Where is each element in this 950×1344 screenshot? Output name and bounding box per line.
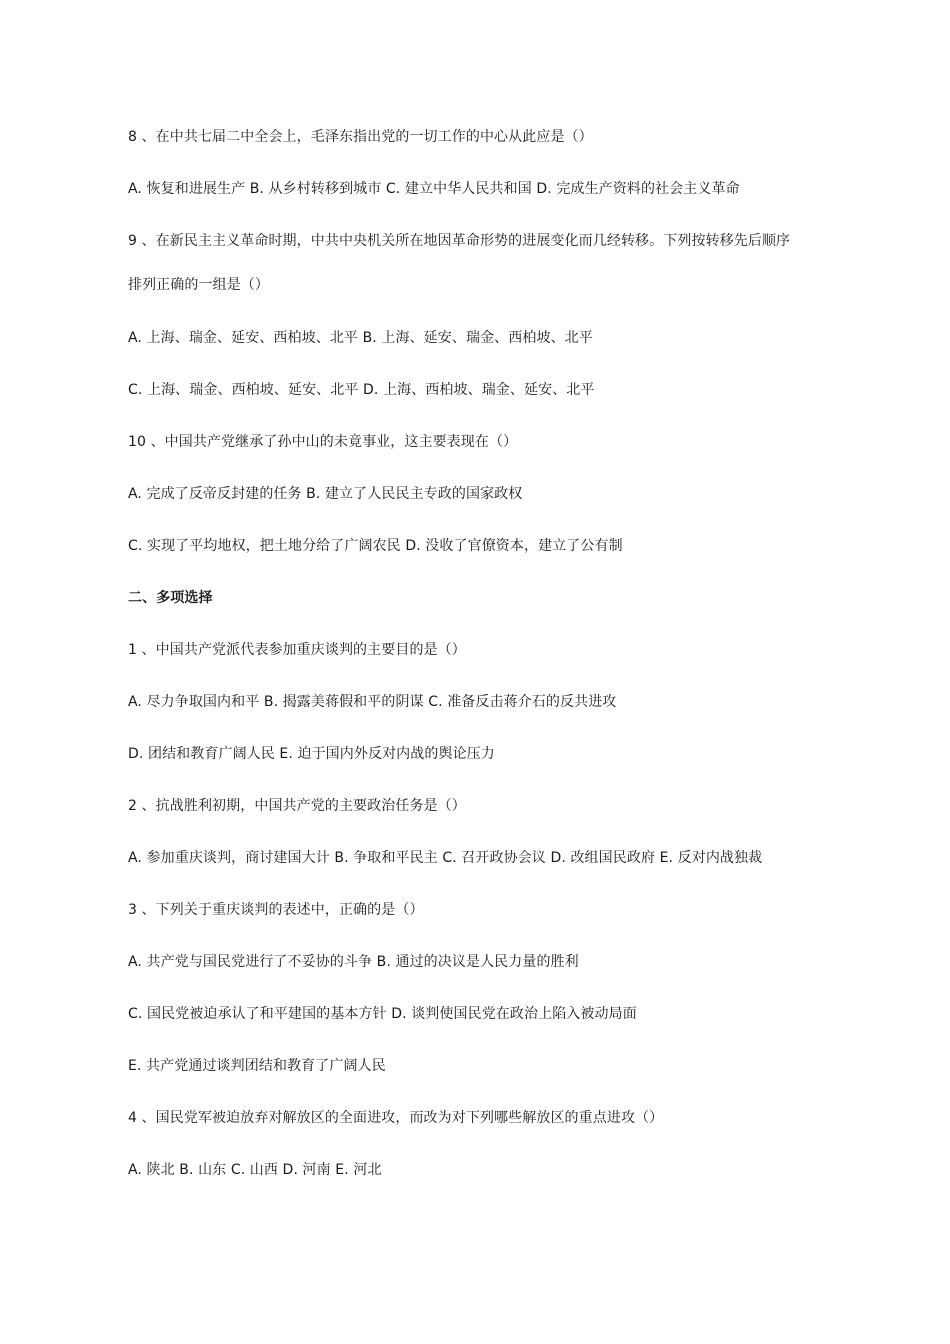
mc-question-3: 3 、下列关于重庆谈判的表述中，正确的是（） — [128, 902, 424, 918]
mc-question-3-options-cd: C. 国民党被迫承认了和平建国的基本方针 D. 谈判使国民党在政治上陷入被动局面 — [128, 1006, 637, 1022]
question-8-options: A. 恢复和进展生产 B. 从乡村转移到城市 C. 建立中华人民共和国 D. 完成生产资料的社会主义革命 — [128, 181, 740, 197]
mc-question-4-options: A. 陕北 B. 山东 C. 山西 D. 河南 E. 河北 — [128, 1162, 382, 1178]
mc-question-2-options: A. 参加重庆谈判，商讨建国大计 B. 争取和平民主 C. 召开政协会议 D. 改组国民政府 E. 反对内战独裁 — [128, 850, 763, 866]
mc-question-1-options-de: D. 团结和教育广阔人民 E. 迫于国内外反对内战的舆论压力 — [128, 746, 495, 762]
mc-question-1: 1 、中国共产党派代表参加重庆谈判的主要目的是（） — [128, 642, 466, 658]
question-9-options-cd: C. 上海、瑞金、西柏坡、延安、北平 D. 上海、西柏坡、瑞金、延安、北平 — [128, 382, 595, 398]
mc-question-2: 2 、抗战胜利初期，中国共产党的主要政治任务是（） — [128, 798, 466, 814]
question-9: 9 、在新民主主义革命时期，中共中央机关所在地因革命形势的进展变化而几经转移。下列按转移先后顺序 — [128, 233, 791, 249]
section-heading-multiple-choice: 二、多项选择 — [128, 590, 213, 606]
mc-question-4: 4 、国民党军被迫放弃对解放区的全面进攻，而改为对下列哪些解放区的重点进攻（） — [128, 1110, 664, 1126]
question-8: 8 、在中共七届二中全会上，毛泽东指出党的一切工作的中心从此应是（） — [128, 129, 593, 145]
question-10-options-cd: C. 实现了平均地权，把土地分给了广阔农民 D. 没收了官僚资本，建立了公有制 — [128, 538, 623, 554]
mc-question-1-options-abc: A. 尽力争取国内和平 B. 揭露美蒋假和平的阴谋 C. 准备反击蒋介石的反共进攻 — [128, 694, 617, 710]
question-9-options-ab: A. 上海、瑞金、延安、西柏坡、北平 B. 上海、延安、瑞金、西柏坡、北平 — [128, 330, 593, 346]
question-10: 10 、中国共产党继承了孙中山的未竟事业，这主要表现在（） — [128, 434, 518, 450]
mc-question-3-options-ab: A. 共产党与国民党进行了不妥协的斗争 B. 通过的决议是人民力量的胜利 — [128, 954, 579, 970]
question-9-continued: 排列正确的一组是（） — [128, 277, 269, 293]
mc-question-3-option-e: E. 共产党通过谈判团结和教育了广阔人民 — [128, 1058, 386, 1074]
question-10-options-ab: A. 完成了反帝反封建的任务 B. 建立了人民民主专政的国家政权 — [128, 486, 523, 502]
